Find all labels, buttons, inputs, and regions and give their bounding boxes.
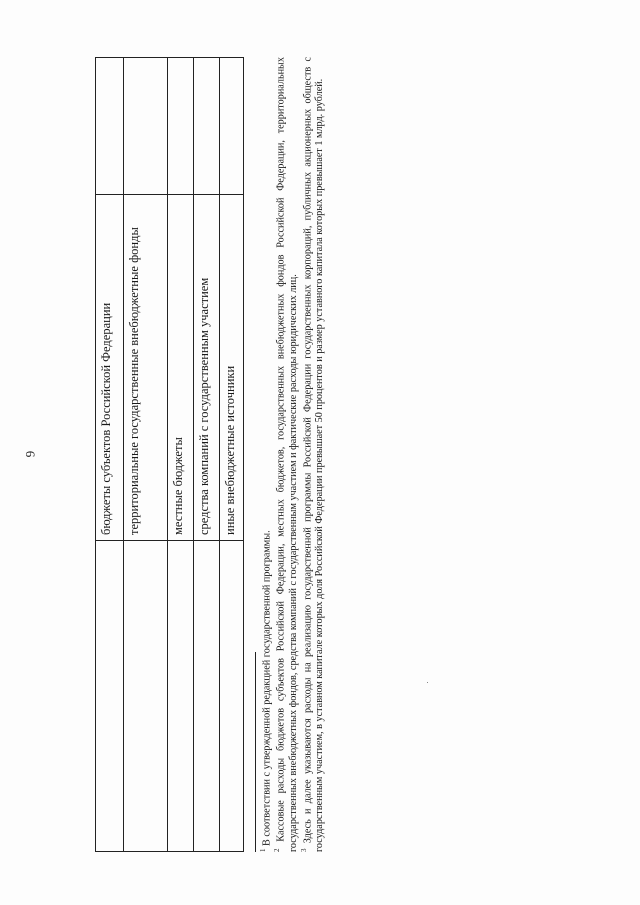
table-row bbox=[194, 58, 220, 852]
scan-speck bbox=[427, 682, 428, 683]
footnote-number: 2 bbox=[273, 848, 282, 852]
table-cell-source: средства компаний с государственным участием bbox=[194, 195, 220, 541]
table-cell bbox=[168, 58, 194, 195]
table-cell-source: иные внебюджетные источники bbox=[220, 195, 244, 541]
table-row bbox=[220, 58, 244, 852]
table-cell bbox=[96, 541, 124, 852]
table-cell bbox=[124, 58, 168, 195]
table-row bbox=[124, 58, 168, 852]
footnote-number: 1 bbox=[259, 848, 267, 852]
page-number: 6 bbox=[23, 450, 38, 458]
table-cell bbox=[220, 541, 244, 852]
table-cell bbox=[194, 541, 220, 852]
footnote-1 bbox=[259, 57, 273, 852]
budget-sources-table-wrapper bbox=[95, 57, 243, 852]
footnote-text: В соответствии с утвержденной редакцией государственной программы. bbox=[261, 530, 273, 846]
footnote-separator bbox=[255, 652, 256, 852]
table-row bbox=[96, 58, 124, 852]
footnote-2 bbox=[273, 57, 299, 852]
table-cell-source: бюджеты субъектов Российской Федерации bbox=[96, 195, 124, 541]
table-row bbox=[168, 58, 194, 852]
footnote-number: 3 bbox=[299, 848, 308, 852]
table-cell bbox=[194, 58, 220, 195]
table-cell-source: территориальные государственные внебюджетные фонды bbox=[124, 195, 168, 541]
footnote-text: Здесь и далее указываются расходы на реализацию государственной программы Российской Федерации государственных корпораций, публичных акционерных обществ с государственным участием, в уставном капитале которых доля Российской Федерации превышает 50 процентов и размер уставного капитала которых превышает 1 млрд. рублей. bbox=[302, 56, 326, 852]
table-cell bbox=[124, 541, 168, 852]
footnote-3 bbox=[300, 57, 326, 852]
table-cell bbox=[168, 541, 194, 852]
budget-sources-table bbox=[95, 57, 244, 852]
table-cell bbox=[220, 58, 244, 195]
table-cell-source: местные бюджеты bbox=[168, 195, 194, 541]
footnotes bbox=[255, 57, 335, 852]
footnote-text: Кассовые расходы бюджетов субъектов Российской Федерации, местных бюджетов, государственных внебюджетных фондов Российской Федерации, территориальных государственных внебюджетных фондов, средства компаний с государственным участием и фактические расходы юридических лиц. bbox=[275, 57, 299, 852]
table-cell bbox=[96, 58, 124, 195]
